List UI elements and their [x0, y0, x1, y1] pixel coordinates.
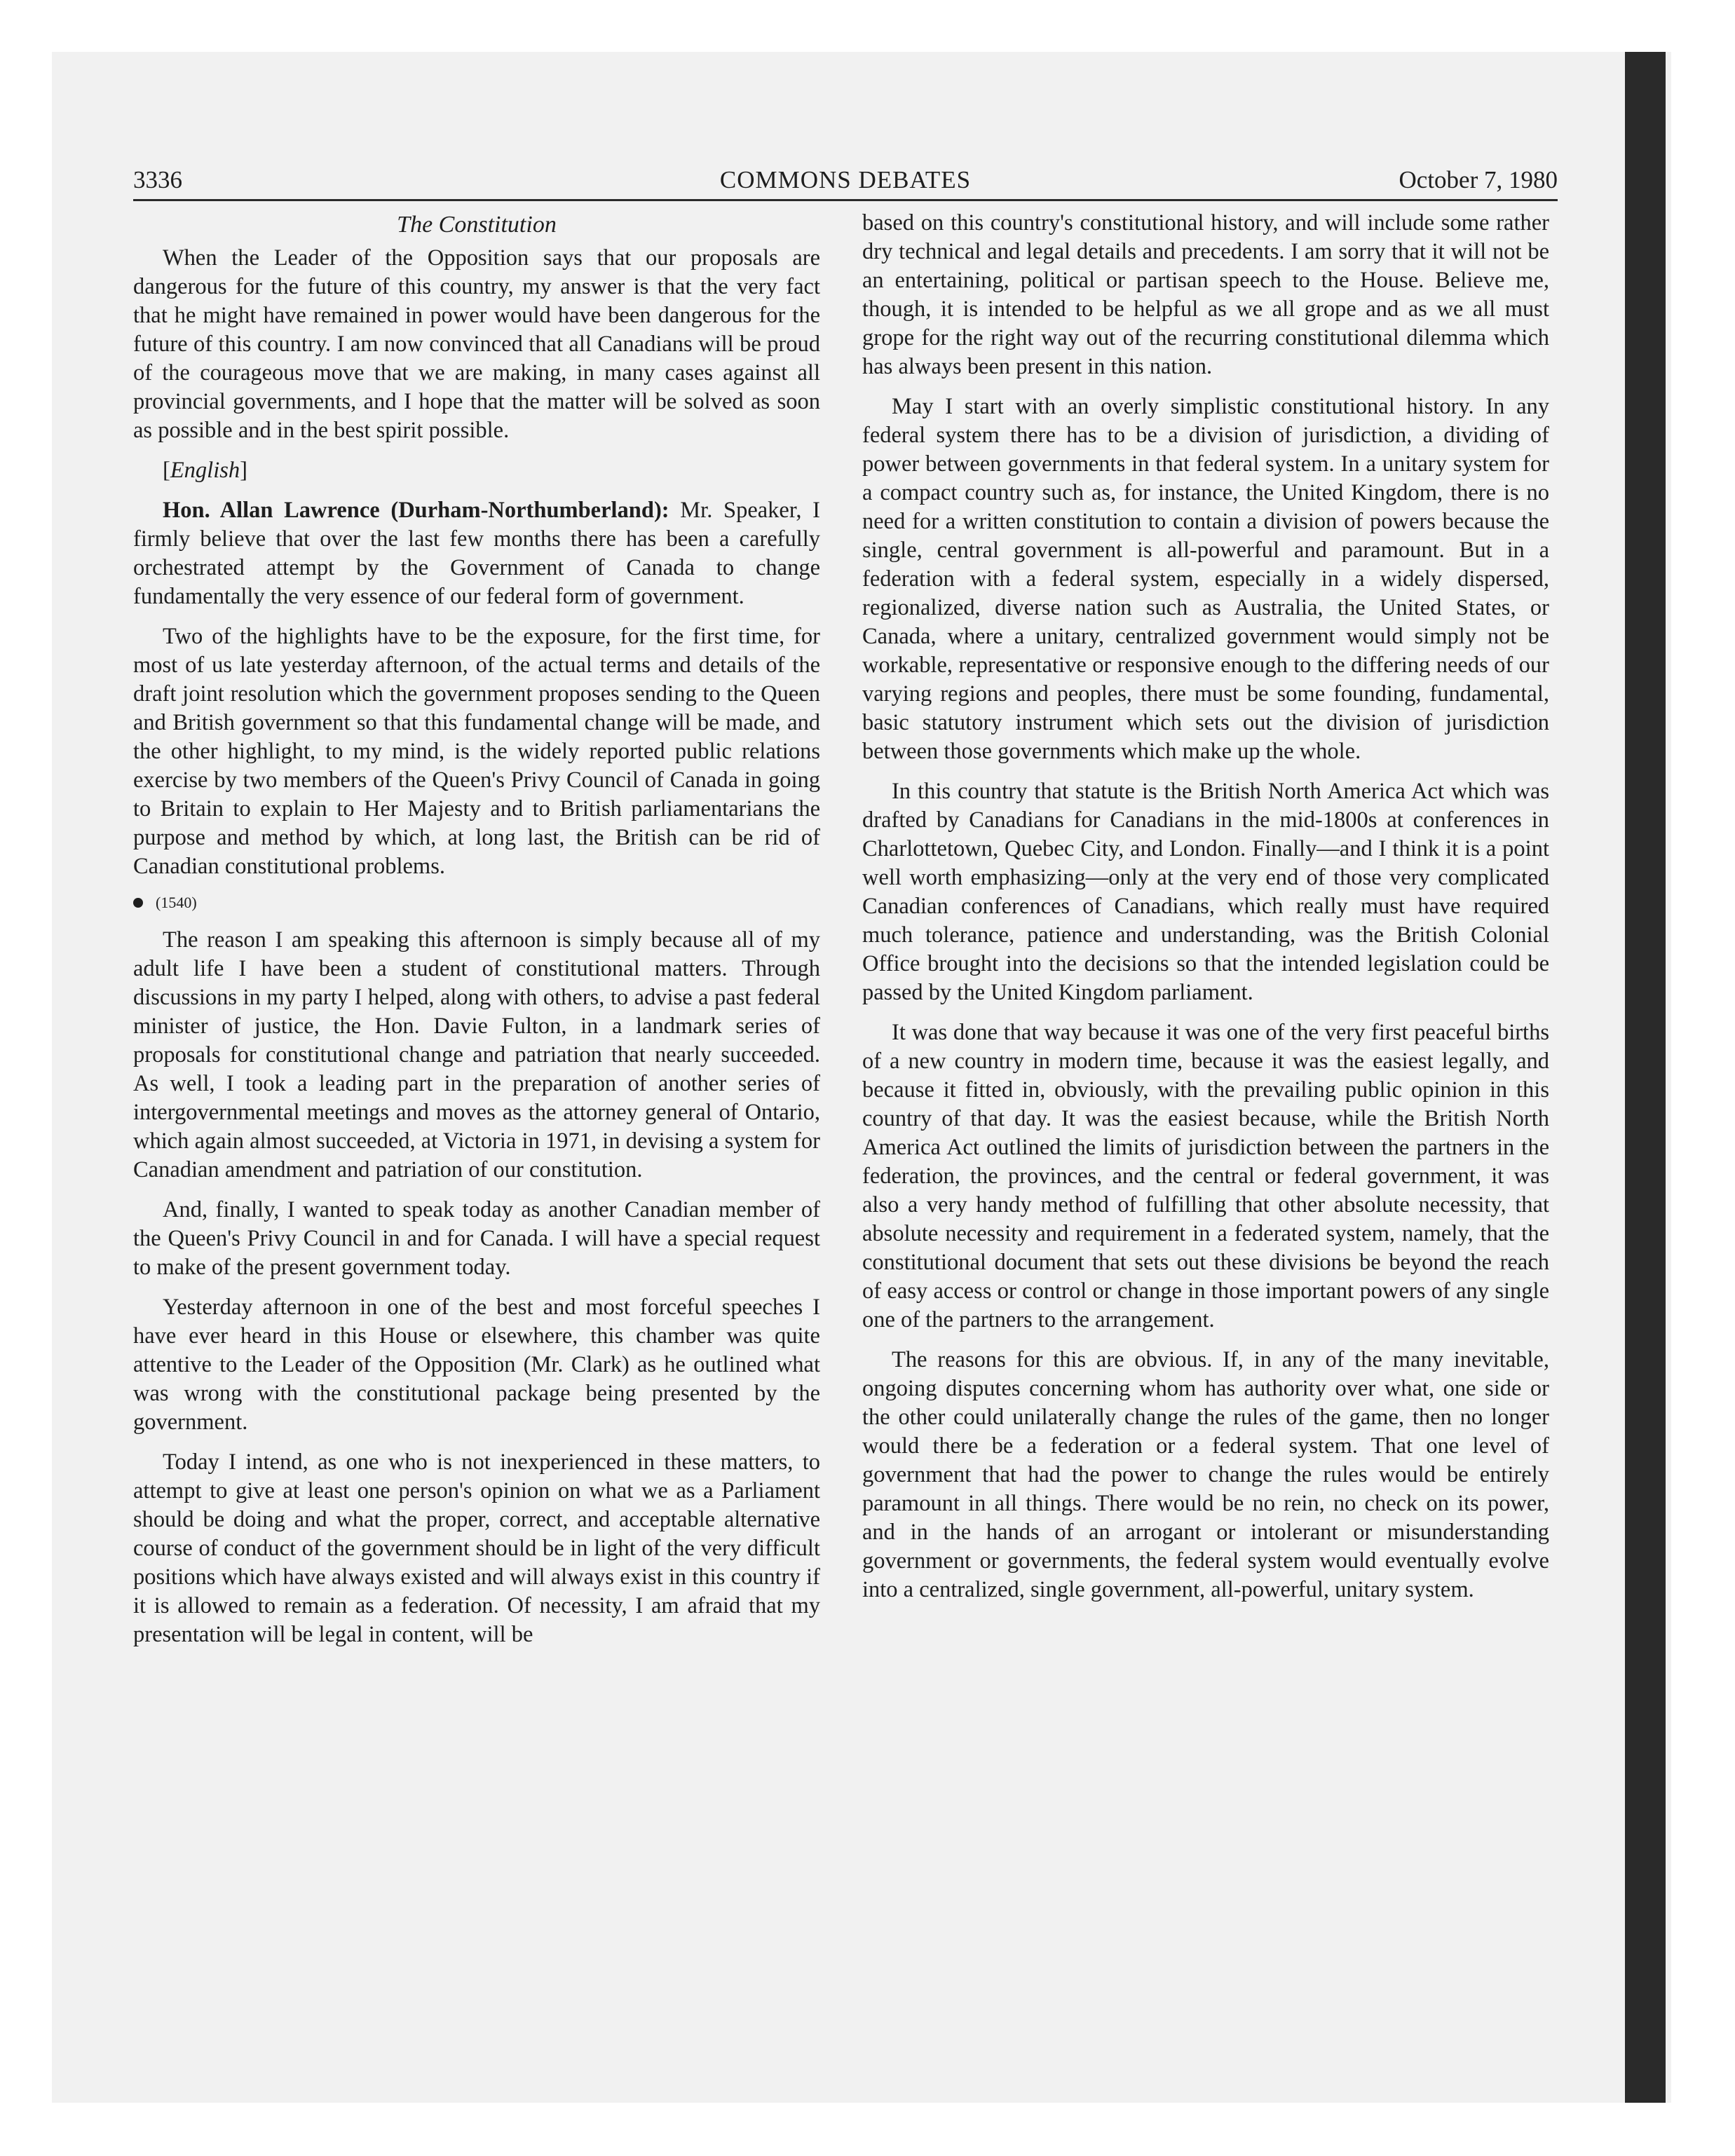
timestamp: [133, 892, 820, 913]
language-tag: [English]: [163, 458, 247, 483]
paragraph: And, finally, I wanted to speak today as another Canadian member of the Queen's Privy Council in and for Canada. I will have a special request to make of the present government today.: [133, 1197, 820, 1280]
right-column: [862, 209, 1549, 1616]
page-number: 3336: [133, 166, 182, 193]
language-tag-text: English: [170, 458, 240, 483]
page-header: [133, 163, 1558, 198]
speaker-text: Mr. Speaker, I firmly believe that over the last few months there has been a carefully orchestrated attempt by the Government of Canada to change fundamentally the very essence of our federal form of government.: [133, 498, 820, 609]
paragraph: based on this country's constitutional history, and will include some rather dry technical and legal details and precedents. I am sorry that it will not be an entertaining, political or partisan speech to the House. Believe me, though, it is intended to be helpful as we all grope and as we all must grope for the right way out of the recurring constitutional dilemma which has always been present in this nation.: [862, 210, 1549, 379]
paragraph: When the Leader of the Opposition says that our proposals are dangerous for the future of this country, my answer is that the very fact that he might have remained in power would have been dangerous for the future of this country. I am now convinced that all Canadians will be proud of the courageous move that we are making, in many cases against all provincial governments, and I hope that the matter will be solved as soon as possible and in the best spirit possible.: [133, 245, 820, 443]
speaker-paragraph: [133, 496, 820, 611]
paragraph: Two of the highlights have to be the exposure, for the first time, for most of us late yesterday afternoon, of the actual terms and details of the draft joint resolution which the government proposes sending to the Queen and British government so that this fundamental change will be made, and the other highlight, to my mind, is the widely reported public relations exercise by two members of the Queen's Privy Council of Canada in going to Britain to explain to Her Majesty and to British parliamentarians the purpose and method by which, at long last, the British can be rid of Canadian constitutional problems.: [133, 624, 820, 879]
scan-edge-bar: [1625, 52, 1666, 2103]
paragraph: Yesterday afternoon in one of the best and most forceful speeches I have ever heard in this House or elsewhere, this chamber was quite attentive to the Leader of the Opposition (Mr. Clark) as he outlined what was wrong with the constitutional package being presented by the government.: [133, 1295, 820, 1435]
header-rule: [133, 199, 1558, 201]
paragraph: The reason I am speaking this afternoon is simply because all of my adult life I have been a student of constitutional matters. Through discussions in my party I helped, along with others, to advise a past federal minister of justice, the Hon. Davie Fulton, in a landmark series of proposals for constitutional change and patriation that nearly succeeded. As well, I took a leading part in the preparation of another series of intergovernmental meetings and moves as the attorney general of Ontario, which again almost succeeded, at Victoria in 1971, in devising a system for Canadian amendment and patriation of our constitution.: [133, 927, 820, 1182]
paragraph: In this country that statute is the British North America Act which was drafted by Canadians for Canadians in the mid-1800s at conferences in Charlottetown, Quebec City, and London. Finally—and I think it is a point well worth emphasizing—only at the very end of those very complicated Canadian conferences of Canadians, which really must have required much tolerance, patience and understanding, was the British Colonial Office brought into the decisions so that the intended legislation could be passed by the United Kingdom parliament.: [862, 779, 1549, 1005]
publication-title: COMMONS DEBATES: [719, 166, 972, 193]
speaker-name: Hon. Allan Lawrence (Durham-Northumberland):: [163, 498, 669, 523]
left-column: [133, 209, 820, 1660]
paragraph: Today I intend, as one who is not inexperienced in these matters, to attempt to give at least one person's opinion on what we as a Parliament should be doing and what the proper, correct, and acceptable alternative course of conduct of the government should be in light of the very difficult positions which have always existed and will always exist in this country if it is allowed to remain as a federation. Of necessity, I am afraid that my presentation will be legal in content, will be: [133, 1449, 820, 1647]
section-title: The Constitution: [397, 212, 557, 238]
paragraph: May I start with an overly simplistic constitutional history. In any federal system there has to be a division of jurisdiction, a dividing of power between governments in that federal system. In a unitary system for a compact country such as, for instance, the United Kingdom, there is no need for a written constitution to contain a division of powers because the single, central government is all-powerful and paramount. But in a federation with a federal system, especially in a widely dispersed, regionalized, diverse nation such as Australia, the United States, or Canada, where a unitary, centralized government would simply not be workable, representative or responsive enough to the differing needs of our varying regions and peoples, there must be some founding, fundamental, basic statutory instrument which sets out the division of jurisdiction between those governments which make up the whole.: [862, 394, 1549, 764]
timestamp-text: (1540): [156, 894, 197, 911]
paragraph: The reasons for this are obvious. If, in any of the many inevitable, ongoing disputes concerning whom has authority over what, one side or the other could unilaterally change the rules of the game, then no longer would there be a federation or a federal system. That one level of government that had the power to change the rules would be entirely paramount in all things. There would be no rein, no check on its power, and in the hands of an arrogant or intolerant or misunderstanding government or governments, the federal system would eventually evolve into a centralized, single government, all-powerful, unitary system.: [862, 1347, 1549, 1602]
bullet-icon: [133, 898, 143, 908]
publication-date: October 7, 1980: [1399, 166, 1558, 193]
paragraph: It was done that way because it was one of the very first peaceful births of a new country in modern time, because it was the easiest legally, and because it fitted in, obviously, with the prevailing public opinion in this country of that day. It was the easiest because, while the British North America Act outlined the limits of jurisdiction between the partners in the federation, the provinces, and the central or federal government, it was also a very handy method of fulfilling that other absolute necessity, that absolute necessity and requirement in a federated system, namely, that the constitutional document that sets out these divisions be beyond the reach of easy access or control or change in those important powers of any single one of the partners to the arrangement.: [862, 1020, 1549, 1332]
